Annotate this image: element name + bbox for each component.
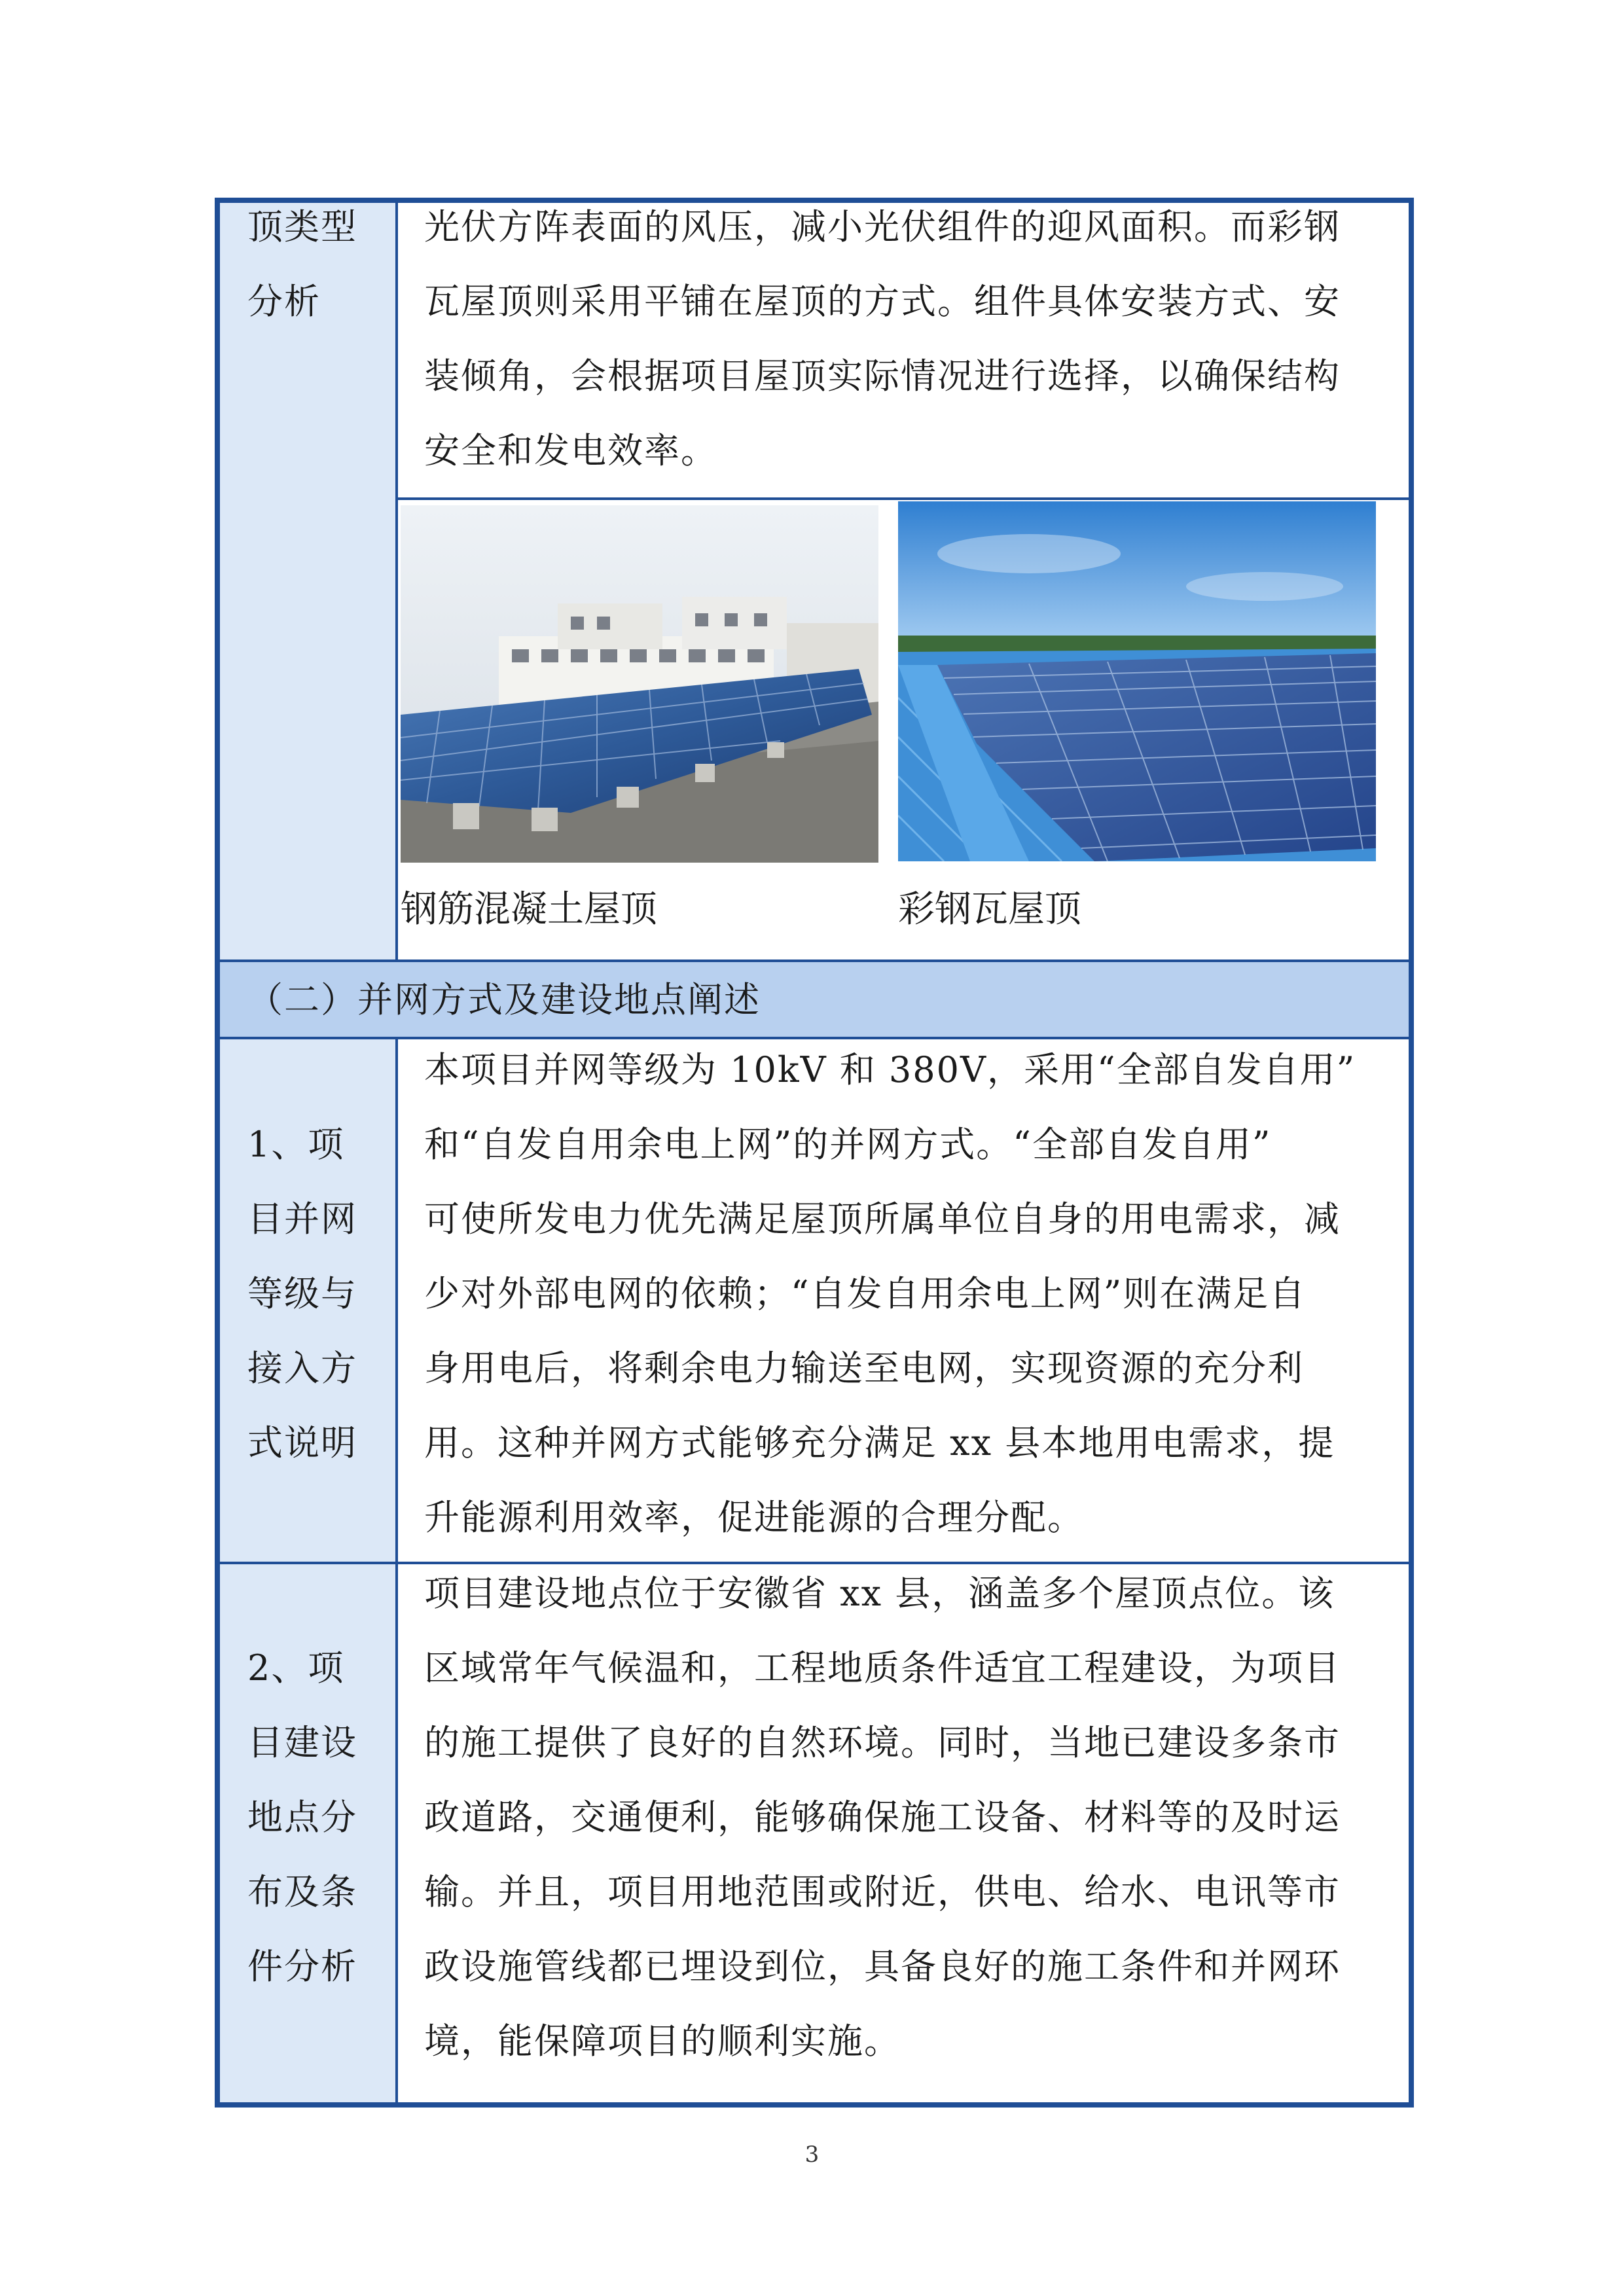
site-text-line: 的施工提供了良好的自然环境。同时，当地已建设多条市 [424, 1722, 1341, 1763]
grid-label-line: 目并网 [247, 1198, 357, 1240]
grid-text-line: 身用电后，将剩余电力输送至电网，实现资源的充分利 [424, 1348, 1304, 1389]
grid-text-line: 少对外部电网的依赖；“自发自用余电上网”则在满足自 [424, 1273, 1307, 1314]
concrete-roof-image [401, 505, 878, 863]
site-label-line: 2、项 [247, 1647, 345, 1689]
concrete-roof-photo [401, 505, 878, 863]
divider-text-photos [397, 497, 1409, 500]
grid-text-line: 用。这种并网方式能够充分满足 xx 县本地用电需求，提 [424, 1422, 1335, 1463]
roof-text [424, 190, 1341, 488]
grid-label-line: 接入方 [247, 1348, 357, 1389]
column-divider-bottom [395, 1038, 398, 2102]
grid-text-line: 升能源利用效率，促进能源的合理分配。 [424, 1497, 1084, 1538]
roof-label-line: 顶类型 [247, 206, 357, 247]
column-divider-top [395, 203, 398, 960]
grid-label-line: 1、项 [247, 1124, 345, 1165]
site-text-line: 境，能保障项目的顺利实施。 [424, 2020, 901, 2062]
site-label-line: 地点分 [247, 1797, 357, 1838]
site-text-line: 输。并且，项目用地范围或附近，供电、给水、电讯等市 [424, 1871, 1341, 1912]
grid-label [247, 1107, 357, 1480]
photo-caption: 钢筋混凝土屋顶 [401, 888, 657, 931]
roof-text-line: 瓦屋顶则采用平铺在屋顶的方式。组件具体安装方式、安 [424, 281, 1341, 322]
site-text-line: 政道路，交通便利，能够确保施工设备、材料等的及时运 [424, 1797, 1341, 1838]
steel-roof-photo [898, 501, 1376, 861]
site-label-line: 目建设 [247, 1722, 357, 1763]
grid-label-line: 等级与 [247, 1273, 357, 1314]
grid-label-line: 式说明 [247, 1422, 357, 1463]
site-text-line: 项目建设地点位于安徽省 xx 县，涵盖多个屋顶点位。该 [424, 1573, 1335, 1614]
grid-text-line: 本项目并网等级为 10kV 和 380V，采用“全部自发自用” [424, 1049, 1356, 1090]
site-label [247, 1631, 357, 2004]
steel-roof-image [898, 501, 1376, 861]
roof-text-line: 安全和发电效率。 [424, 430, 717, 471]
page-number: 3 [804, 2142, 820, 2168]
roof-label [247, 190, 357, 339]
grid-text-line: 和“自发自用余电上网”的并网方式。“全部自发自用” [424, 1124, 1272, 1165]
site-text-line: 区域常年气候温和，工程地质条件适宜工程建设，为项目 [424, 1647, 1341, 1689]
photo-caption: 彩钢瓦屋顶 [898, 888, 1081, 931]
site-text [424, 1556, 1341, 2079]
roof-label-line: 分析 [247, 281, 321, 322]
site-text-line: 政设施管线都已埋设到位，具备良好的施工条件和并网环 [424, 1946, 1341, 1987]
roof-text-line: 装倾角，会根据项目屋顶实际情况进行选择，以确保结构 [424, 355, 1341, 397]
roof-text-line: 光伏方阵表面的风压，减小光伏组件的迎风面积。而彩钢 [424, 206, 1341, 247]
grid-text [424, 1033, 1356, 1555]
site-label-line: 布及条 [247, 1871, 357, 1912]
grid-text-line: 可使所发电力优先满足屋顶所属单位自身的用电需求，减 [424, 1198, 1341, 1240]
section-title: （二）并网方式及建设地点阐述 [247, 979, 761, 1020]
site-label-line: 件分析 [247, 1946, 357, 1987]
